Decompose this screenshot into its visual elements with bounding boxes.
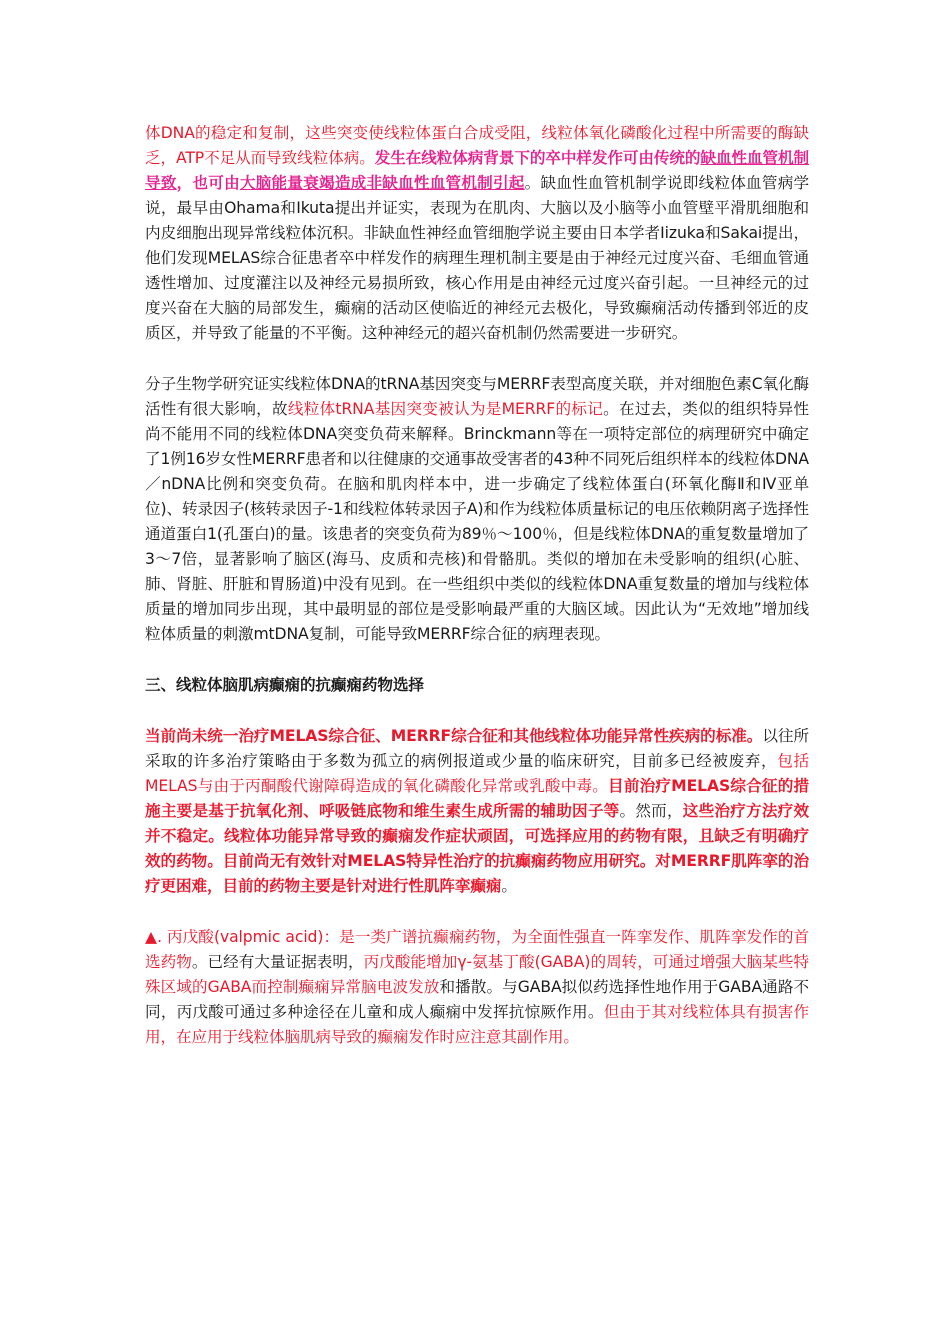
text-span: 。在过去，类似的组织特异性尚不能用不同的线粒体DNA突变负荷来解释。Brinckmann等在一项特定部位的病理研究中确定了1例16岁女性MERRF患者和以往健康的交通事故受害者的43种不同死后组织样本的线粒体DNA／nDNA比例和突变负荷。在脑和肌肉样本中，进一步确定了线粒体蛋白(环氧化酶Ⅱ和Ⅳ亚单位)、转录因子(核转录因子-1和线粒体转录因子A)和作为线粒体质量标记的电压依赖阴离子选择性通道蛋白1(孔蛋白)的量。该患者的突变负荷为89％～100％，但是线粒体DNA的重复数量增加了3～7倍，显著影响了脑区(海马、皮质和壳核)和骨骼肌。类似的增加在未受影响的组织(心脏、肺、肾脏、肝脏和胃肠道)中没有见到。在一些组织中类似的线粒体DNA重复数量的增加与线粒体质量的增加同步出现，其中最明显的部位是受影响最严重的大脑区域。因此认为“无效地”增加线粒体质量的刺激mtDNA复制，可能导致MERRF综合征的病理表现。 xyxy=(145,400,809,643)
highlight-text: 发生在线粒体病背景下的卒中样发作可由传统的 xyxy=(374,149,701,167)
text-span: 分子生物学研究证实线粒体DNA的tRNA基因突变与MERRF表型高度关联，并对细胞色素C氧化酶活性有很大影响，故 xyxy=(145,375,809,418)
triangle-bullet-icon: ▲ xyxy=(145,928,158,946)
underlined-highlight-text: 大脑能量衰竭造成非缺血性血管机制引起 xyxy=(239,174,525,192)
text-span: 以往所采取的许多治疗策略由于多数为孤立的病例报道或少量的临床研究，目前多已经被废弃， xyxy=(145,727,809,770)
highlight-text: 但由于其对线粒体具有损害作用，在应用于线粒体脑肌病导致的癫痫发作时应注意其副作用。 xyxy=(145,1003,810,1046)
underlined-highlight-text: 缺血性血管机制导致 xyxy=(145,149,809,192)
bold-highlight-text: 目前治疗MELAS综合征的措施主要是基于抗氧化剂、呼吸链底物和维生素生成所需的辅助因子等 xyxy=(145,777,809,820)
bold-highlight-text: 当前尚未统一治疗MELAS综合征、MERRF综合征和其他线粒体功能异常性疾病的标准。 xyxy=(145,727,763,745)
highlight-text: ，也可由 xyxy=(176,174,240,192)
highlight-text: 丙戊酸能增加γ-氨基丁酸(GABA)的周转，可通过增强大脑某些特殊区域的GABA而控制癫痫异常脑电波发放 xyxy=(145,953,809,996)
document-page xyxy=(145,121,809,1050)
text-span: 。已经有大量证据表明， xyxy=(191,953,364,971)
paragraph-valproic-acid xyxy=(145,925,809,1050)
highlight-text: . 丙戊酸(valpmic acid)：是一类广谱抗癫痫药物，为全面性强直一阵挛发作、肌阵挛发作的首选药物 xyxy=(145,928,809,971)
text-span: 。然而， xyxy=(619,802,683,820)
text-span: 体DNA的稳定和复制，这些突变使线粒体蛋白合成受阻，线粒体氧化磷酸化过程中所需要的酶缺乏，ATP不足从而导致线粒体病。 xyxy=(145,124,809,167)
highlight-text: 线粒体tRNA基因突变被认为是MERRF的标记 xyxy=(287,400,604,418)
section-heading: 三、线粒体脑肌病癫痫的抗癫痫药物选择 xyxy=(145,676,424,694)
text-span: 。缺血性血管机制学说即线粒体血管病学说，最早由Ohama和Ikuta提出并证实，表现为在肌肉、大脑以及小脑等小血管壁平滑肌细胞和内皮细胞出现异常线粒体沉积。非缺血性神经血管细胞学说主要由日本学者Iizuka和Sakai提出，他们发现MELAS综合征患者卒中样发作的病理生理机制主要是由于神经元过度兴奋、毛细血管通透性增加、过度灌注以及神经元易损所致，核心作用是由神经元过度兴奋引起。一旦神经元的过度兴奋在大脑的局部发生，癫痫的活动区使临近的神经元去极化，导致癫痫活动传播到邻近的皮质区，并导致了能量的不平衡。这种神经元的超兴奋机制仍然需要进一步研究。 xyxy=(145,174,810,342)
paragraph-merrf-genetics xyxy=(145,372,809,647)
highlight-text: 包括MELAS与由于丙酮酸代谢障碍造成的氧化磷酸化异常或乳酸中毒。 xyxy=(145,752,809,795)
bold-highlight-text: 这些治疗方法疗效并不稳定。线粒体功能异常导致的癫痫发作症状顽固，可选择应用的药物有限，且缺乏有明确疗效的药物。目前尚无有效针对MELAS特异性治疗的抗癫痫药物应用研究。对MERRF肌阵挛的治疗更困难，目前的药物主要是针对进行性肌阵挛癫痫 xyxy=(145,802,809,895)
text-span: 和播散。与GABA拟似药选择性地作用于GABA通路不同，丙戊酸可通过多种途径在儿童和成人癫痫中发挥抗惊厥作用。 xyxy=(145,978,809,1021)
paragraph-treatment xyxy=(145,724,809,899)
paragraph-mitochondrial-mechanism xyxy=(145,121,809,346)
text-span: 。 xyxy=(501,877,517,895)
